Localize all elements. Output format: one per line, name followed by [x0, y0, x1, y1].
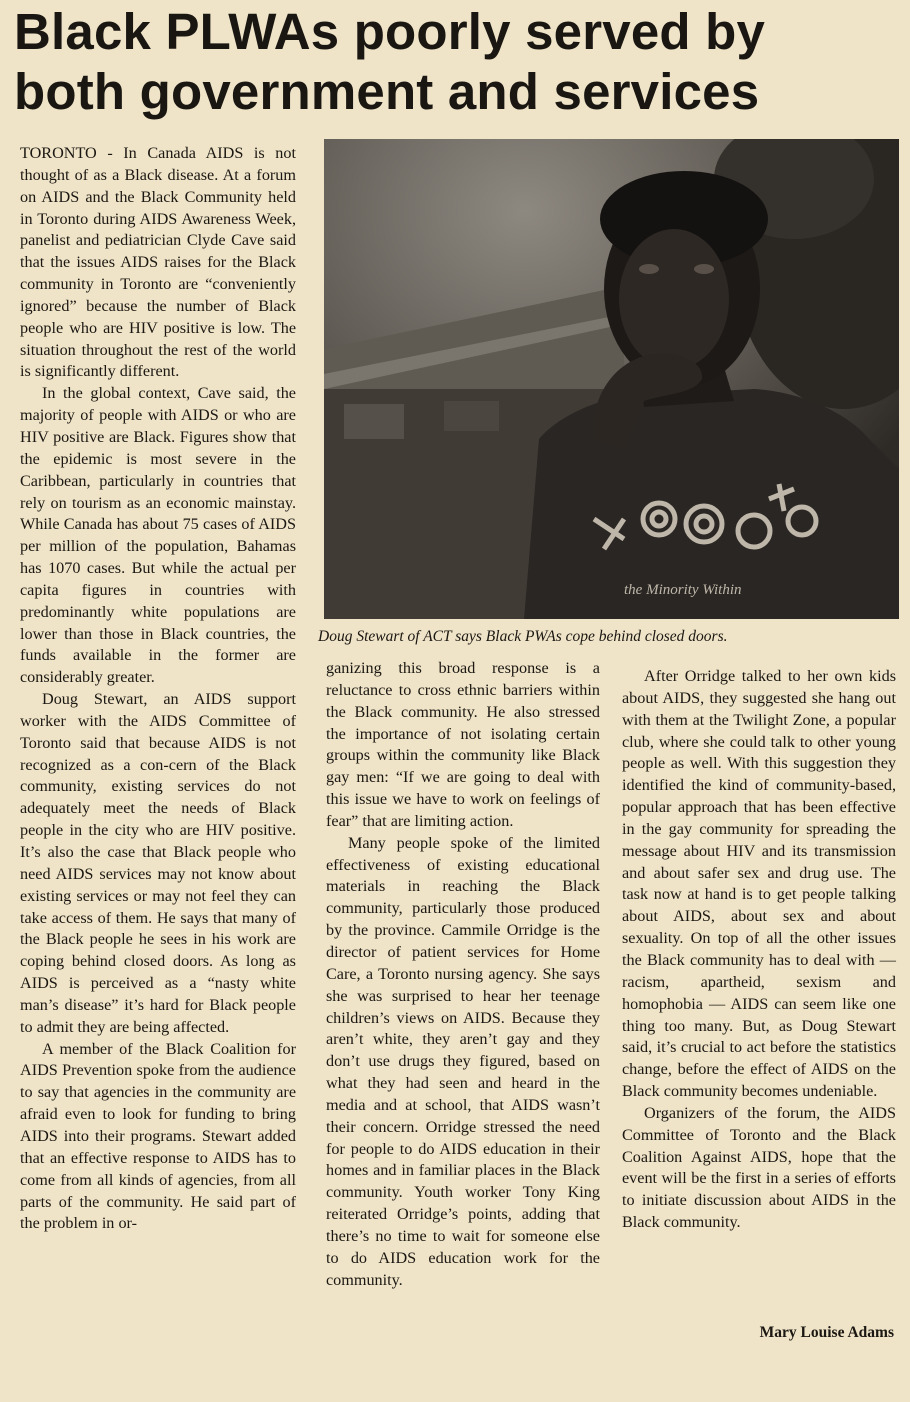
paragraph: TORONTO - In Canada AIDS is not thought of as a Black disease. At a forum on AIDS and the Black Community held in Toronto during AIDS Awareness Week, panelist and pediatrician Clyde Cave said that the issues AIDS raises for the Black community in Toronto are “conveniently ignored” because the number of Black people who are HIV positive is low. The situation throughout the rest of the world is significantly different. [20, 144, 296, 381]
article-column-1 [20, 143, 296, 1235]
paragraph: In the global context, Cave said, the majority of people with AIDS or who are HIV positive are Black. Figures show that the epidemic is most severe in the Caribbean, particularly in countries that rely on tourism as an economic mainstay. While Canada has about 75 cases of AIDS per million of the population, Bahamas has 1070 cases. But while the actual per capita figures in countries with predominantly white populations are lower than those in Black countries, the funds available in the former are considerably greater. [20, 384, 296, 687]
paragraph: ganizing this broad response is a reluctance to cross ethnic barriers within the Black community. He also stressed the importance of not isolating certain groups within the community like Black gay men: “If we are going to deal with this issue we have to work on feelings of fear” that are limiting action. [326, 659, 600, 830]
paragraph: Organizers of the forum, the AIDS Committee of Toronto and the Black Coalition Against AIDS, hope that the event will be the first in a series of efforts to initiate discussion about AIDS in the Black community. [622, 1103, 896, 1232]
photo-man-portrait [324, 139, 899, 619]
headline-line-1: Black PLWAs poorly served by [14, 3, 766, 60]
paragraph: A member of the Black Coalition for AIDS Prevention spoke from the audience to say that agencies in the community are afraid even to look for funding to bring AIDS into their programs. Stewart added that an effective response to AIDS has to come from all kinds of agencies, from all parts of the community. He said part of the problem in or- [20, 1039, 296, 1233]
article-column-2 [326, 658, 600, 1291]
article-column-3 [622, 666, 896, 1234]
paragraph: After Orridge talked to her own kids about AIDS, they suggested she hang out with them at the Twilight Zone, a popular club, where she could talk to other young people as well. With this suggestion they identified the kind of community-based, popular approach that has been effective in the gay community for spreading the message about HIV and its transmission and about safer sex and drug use. The task now at hand is to get people talking about AIDS, about sex and about sexuality. On top of all the other issues the Black community has to deal with — racism, apartheid, sexism and homophobia — AIDS can seem like one thing too many. But, as Doug Stewart said, it’s crucial to act before the statistics change, before the effect of AIDS on the Black community becomes undeniable. [622, 667, 896, 1101]
paragraph: Many people spoke of the limited effectiveness of existing educational materials in reaching the Black community, particularly those produced by the province. Cammile Orridge is the director of patient services for Home Care, a Toronto nursing agency. She says she was surprised to hear her teenage children’s views on AIDS. Because they aren’t white, they aren’t gay and they don’t use drugs they figured, based on what they had seen and heard in the media and at school, that AIDS wasn’t their concern. Orridge stressed the need for people to do AIDS education in their homes and in familiar places in the Black community. Youth worker Tony King reiterated Orridge’s points, adding that there’s no time to wait for someone else to do AIDS education work for the community. [326, 833, 600, 1289]
shirt-print-text: the Minority Within [624, 582, 742, 598]
byline: Mary Louise Adams [759, 1324, 894, 1341]
headline-line-2: both government and services [14, 63, 760, 120]
photo-caption: Doug Stewart of ACT says Black PWAs cope behind closed doors. [318, 628, 728, 645]
paragraph: Doug Stewart, an AIDS support worker with the AIDS Committee of Toronto said that because AIDS is not recognized as a con-cern of the Black community, existing services do not adequately meet the needs of Black people in the city who are HIV positive. It’s also the case that Black people who need AIDS services may not know about existing services or may not feel they can take access of them. He says that many of the Black people he sees in his work are coping behind closed doors. As long as AIDS is perceived as a “nasty white man’s disease” it’s hard for Black people to admit they are being affected. [20, 690, 296, 1036]
headline [14, 2, 900, 122]
article-photo [324, 139, 899, 619]
